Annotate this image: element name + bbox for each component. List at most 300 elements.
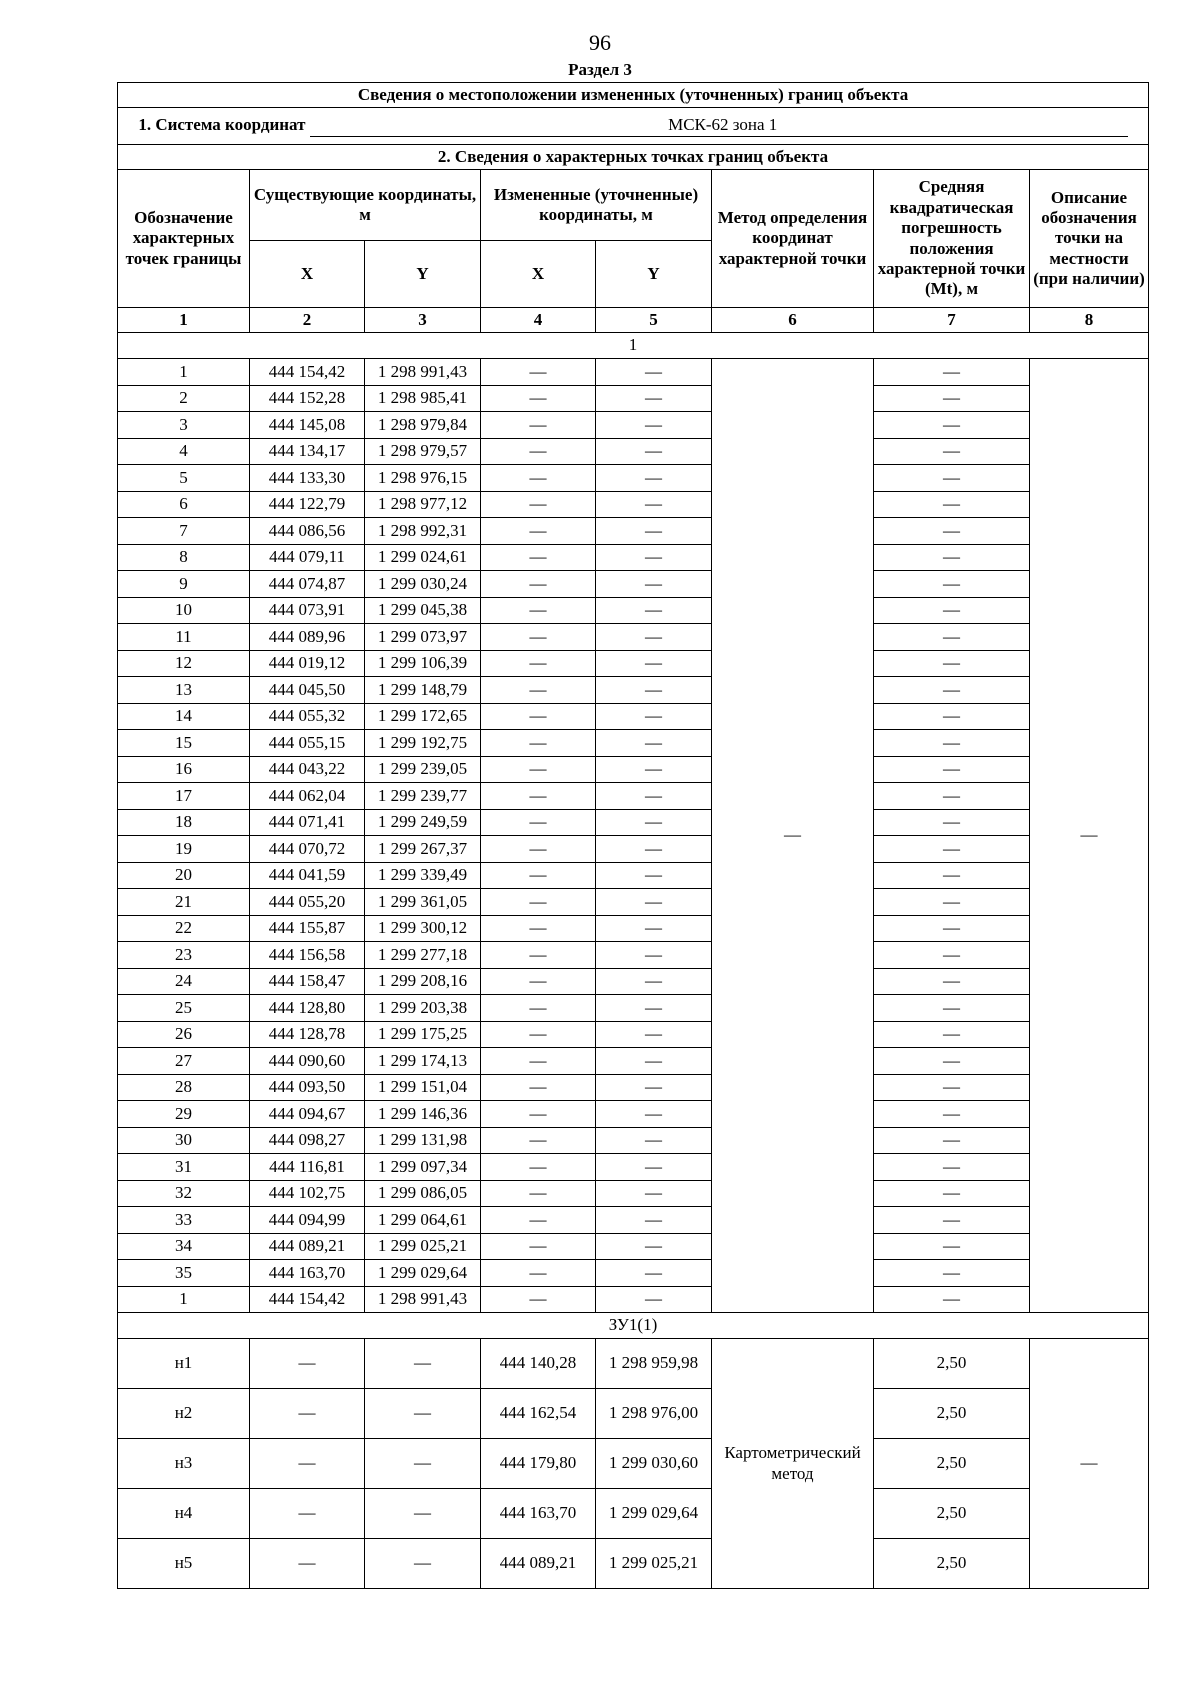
group-label: 1 (118, 333, 1149, 359)
mt-value: 2,50 (874, 1439, 1030, 1489)
table-row (118, 862, 1149, 889)
table-row (118, 385, 1149, 412)
mt-value: — (874, 438, 1030, 465)
changed-y: — (596, 1260, 712, 1287)
existing-y: — (365, 1539, 481, 1589)
col-number: 8 (1030, 308, 1149, 333)
existing-x: 444 071,41 (250, 809, 365, 836)
table-row (118, 756, 1149, 783)
changed-x: 444 179,80 (481, 1439, 596, 1489)
existing-y: 1 299 175,25 (365, 1021, 481, 1048)
changed-y: — (596, 1048, 712, 1075)
existing-y: 1 299 146,36 (365, 1101, 481, 1128)
table-row (118, 703, 1149, 730)
mt-value: — (874, 359, 1030, 386)
changed-y: — (596, 438, 712, 465)
existing-y: 1 299 086,05 (365, 1180, 481, 1207)
mt-value: — (874, 995, 1030, 1022)
point-number: 25 (118, 995, 250, 1022)
mt-value: — (874, 756, 1030, 783)
changed-y: — (596, 1127, 712, 1154)
changed-y: — (596, 677, 712, 704)
mt-value: — (874, 889, 1030, 916)
mt-value: — (874, 571, 1030, 598)
method-cell: — (712, 359, 874, 1313)
table-row (118, 1439, 1149, 1489)
mt-value: — (874, 1180, 1030, 1207)
changed-y: — (596, 1101, 712, 1128)
point-number: 35 (118, 1260, 250, 1287)
changed-x: — (481, 703, 596, 730)
existing-x: 444 128,80 (250, 995, 365, 1022)
table-row (118, 544, 1149, 571)
existing-x: 444 074,87 (250, 571, 365, 598)
existing-x: 444 055,20 (250, 889, 365, 916)
existing-x: 444 055,15 (250, 730, 365, 757)
existing-x: 444 019,12 (250, 650, 365, 677)
existing-y: 1 299 239,05 (365, 756, 481, 783)
changed-x: — (481, 624, 596, 651)
existing-x: — (250, 1539, 365, 1589)
point-number: 5 (118, 465, 250, 492)
table-row (118, 942, 1149, 969)
point-number: 31 (118, 1154, 250, 1181)
changed-x: — (481, 783, 596, 810)
mt-value: — (874, 1154, 1030, 1181)
existing-y: — (365, 1389, 481, 1439)
mt-value: — (874, 677, 1030, 704)
point-number: 23 (118, 942, 250, 969)
changed-y: — (596, 836, 712, 863)
header-description: Описание обозначения точки на местности (при наличии) (1030, 170, 1149, 308)
changed-x: 444 140,28 (481, 1339, 596, 1389)
existing-y: 1 299 239,77 (365, 783, 481, 810)
mt-value: — (874, 942, 1030, 969)
table-row (118, 359, 1149, 386)
point-number: 4 (118, 438, 250, 465)
changed-x: — (481, 465, 596, 492)
existing-y: 1 299 064,61 (365, 1207, 481, 1234)
changed-x: — (481, 650, 596, 677)
description-cell: — (1030, 359, 1149, 1313)
existing-y: 1 299 029,64 (365, 1260, 481, 1287)
existing-x: 444 102,75 (250, 1180, 365, 1207)
changed-y: — (596, 624, 712, 651)
header-existing-y: Y (365, 241, 481, 308)
table-row (118, 1021, 1149, 1048)
existing-x: 444 090,60 (250, 1048, 365, 1075)
changed-y: — (596, 518, 712, 545)
header-designation: Обозначение характерных точек границы (118, 170, 250, 308)
point-number: 26 (118, 1021, 250, 1048)
changed-y: — (596, 1180, 712, 1207)
existing-y: 1 298 976,15 (365, 465, 481, 492)
mt-value: — (874, 518, 1030, 545)
mt-value: 2,50 (874, 1339, 1030, 1389)
existing-y: 1 299 024,61 (365, 544, 481, 571)
existing-y: 1 299 073,97 (365, 624, 481, 651)
changed-x: — (481, 597, 596, 624)
point-number: 22 (118, 915, 250, 942)
changed-x: — (481, 1021, 596, 1048)
table-row (118, 809, 1149, 836)
existing-y: 1 299 208,16 (365, 968, 481, 995)
table-row (118, 1489, 1149, 1539)
mt-value: — (874, 1207, 1030, 1234)
point-number: 1 (118, 1286, 250, 1313)
table-row (118, 465, 1149, 492)
existing-y: 1 299 192,75 (365, 730, 481, 757)
existing-x: 444 094,67 (250, 1101, 365, 1128)
table-row (118, 1260, 1149, 1287)
existing-y: 1 298 991,43 (365, 359, 481, 386)
point-number: 15 (118, 730, 250, 757)
point-number: 10 (118, 597, 250, 624)
existing-x: 444 045,50 (250, 677, 365, 704)
changed-y: — (596, 783, 712, 810)
changed-x: — (481, 1074, 596, 1101)
existing-x: — (250, 1339, 365, 1389)
header-existing-coords: Существующие координаты, м (250, 170, 481, 241)
point-number: 21 (118, 889, 250, 916)
changed-x: — (481, 1233, 596, 1260)
page-number: 96 (589, 30, 611, 55)
point-number: н1 (118, 1339, 250, 1389)
method-cell: Картометрический метод (712, 1339, 874, 1589)
existing-y: — (365, 1489, 481, 1539)
existing-x: 444 041,59 (250, 862, 365, 889)
changed-y: — (596, 995, 712, 1022)
existing-y: 1 299 025,21 (365, 1233, 481, 1260)
table-row (118, 677, 1149, 704)
existing-x: 444 043,22 (250, 756, 365, 783)
changed-y: — (596, 1207, 712, 1234)
table-row (118, 412, 1149, 439)
mt-value: — (874, 968, 1030, 995)
table-row (118, 995, 1149, 1022)
existing-y: — (365, 1339, 481, 1389)
changed-y: — (596, 889, 712, 916)
point-number: 18 (118, 809, 250, 836)
boundary-points-table (117, 82, 1149, 1589)
col-number: 2 (250, 308, 365, 333)
changed-x: — (481, 1127, 596, 1154)
changed-y: — (596, 1286, 712, 1313)
existing-x: 444 158,47 (250, 968, 365, 995)
mt-value: — (874, 412, 1030, 439)
mt-value: — (874, 624, 1030, 651)
table-title: Сведения о местоположении измененных (уточненных) границ объекта (118, 83, 1149, 108)
changed-x: — (481, 968, 596, 995)
existing-x: 444 152,28 (250, 385, 365, 412)
changed-x: — (481, 862, 596, 889)
coord-system-row (118, 108, 1149, 145)
changed-y: — (596, 491, 712, 518)
changed-y: — (596, 544, 712, 571)
existing-y: 1 299 249,59 (365, 809, 481, 836)
group-label: ЗУ1(1) (118, 1313, 1149, 1339)
point-number: 28 (118, 1074, 250, 1101)
mt-value: — (874, 491, 1030, 518)
point-number: 33 (118, 1207, 250, 1234)
mt-value: 2,50 (874, 1389, 1030, 1439)
existing-x: 444 145,08 (250, 412, 365, 439)
col-number: 4 (481, 308, 596, 333)
table-row (118, 518, 1149, 545)
point-number: 24 (118, 968, 250, 995)
changed-y: — (596, 650, 712, 677)
changed-x: — (481, 1207, 596, 1234)
point-number: 16 (118, 756, 250, 783)
changed-y: — (596, 1021, 712, 1048)
coord-system-value: МСК-62 зона 1 (310, 115, 1128, 136)
changed-x: — (481, 491, 596, 518)
changed-y: — (596, 412, 712, 439)
existing-x: 444 062,04 (250, 783, 365, 810)
point-number: 2 (118, 385, 250, 412)
existing-y: 1 299 131,98 (365, 1127, 481, 1154)
point-number: 6 (118, 491, 250, 518)
mt-value: — (874, 1101, 1030, 1128)
table-row (118, 1101, 1149, 1128)
point-number: 9 (118, 571, 250, 598)
mt-value: 2,50 (874, 1539, 1030, 1589)
existing-x: — (250, 1489, 365, 1539)
table-row (118, 650, 1149, 677)
col-number: 3 (365, 308, 481, 333)
existing-x: 444 093,50 (250, 1074, 365, 1101)
changed-x: — (481, 1101, 596, 1128)
table-row (118, 730, 1149, 757)
header-changed-y: Y (596, 241, 712, 308)
existing-x: 444 156,58 (250, 942, 365, 969)
changed-y: — (596, 942, 712, 969)
existing-y: 1 298 992,31 (365, 518, 481, 545)
table-row (118, 889, 1149, 916)
table-row (118, 1180, 1149, 1207)
mt-value: — (874, 783, 1030, 810)
existing-y: 1 298 979,84 (365, 412, 481, 439)
table-row (118, 571, 1149, 598)
table-row (118, 915, 1149, 942)
changed-y: 1 299 030,60 (596, 1439, 712, 1489)
existing-y: 1 299 361,05 (365, 889, 481, 916)
changed-y: — (596, 1233, 712, 1260)
changed-x: — (481, 1180, 596, 1207)
point-number: 30 (118, 1127, 250, 1154)
changed-x: — (481, 359, 596, 386)
mt-value: — (874, 862, 1030, 889)
changed-x: — (481, 942, 596, 969)
changed-y: — (596, 1074, 712, 1101)
point-number: 32 (118, 1180, 250, 1207)
changed-y: — (596, 915, 712, 942)
table-row (118, 1048, 1149, 1075)
section-title: Раздел 3 (568, 60, 632, 79)
point-number: н4 (118, 1489, 250, 1539)
existing-y: 1 299 106,39 (365, 650, 481, 677)
table-row (118, 968, 1149, 995)
existing-x: 444 154,42 (250, 1286, 365, 1313)
existing-x: — (250, 1389, 365, 1439)
col-number: 7 (874, 308, 1030, 333)
changed-y: — (596, 968, 712, 995)
existing-y: 1 299 151,04 (365, 1074, 481, 1101)
existing-x: 444 133,30 (250, 465, 365, 492)
existing-y: 1 299 172,65 (365, 703, 481, 730)
existing-y: 1 299 339,49 (365, 862, 481, 889)
table-row (118, 783, 1149, 810)
point-number: 29 (118, 1101, 250, 1128)
mt-value: — (874, 1286, 1030, 1313)
changed-y: — (596, 597, 712, 624)
header-method: Метод определения координат характерной точки (712, 170, 874, 308)
header-changed-coords: Измененные (уточненные) координаты, м (481, 170, 712, 241)
mt-value: — (874, 1021, 1030, 1048)
table-row (118, 1389, 1149, 1439)
mt-value: — (874, 650, 1030, 677)
changed-x: — (481, 995, 596, 1022)
existing-x: — (250, 1439, 365, 1489)
changed-y: 1 298 976,00 (596, 1389, 712, 1439)
point-number: 34 (118, 1233, 250, 1260)
existing-x: 444 094,99 (250, 1207, 365, 1234)
changed-y: — (596, 1154, 712, 1181)
mt-value: — (874, 809, 1030, 836)
changed-x: — (481, 412, 596, 439)
changed-y: — (596, 730, 712, 757)
existing-x: 444 122,79 (250, 491, 365, 518)
changed-y: 1 299 025,21 (596, 1539, 712, 1589)
changed-x: — (481, 544, 596, 571)
existing-y: 1 299 045,38 (365, 597, 481, 624)
changed-x: 444 089,21 (481, 1539, 596, 1589)
existing-x: 444 134,17 (250, 438, 365, 465)
existing-x: 444 089,21 (250, 1233, 365, 1260)
changed-y: 1 299 029,64 (596, 1489, 712, 1539)
changed-x: — (481, 730, 596, 757)
changed-x: 444 163,70 (481, 1489, 596, 1539)
group-label-row (118, 1313, 1149, 1339)
changed-x: — (481, 1048, 596, 1075)
table-row (118, 1339, 1149, 1389)
changed-y: — (596, 385, 712, 412)
changed-y: — (596, 571, 712, 598)
description-cell: — (1030, 1339, 1149, 1589)
changed-y: 1 298 959,98 (596, 1339, 712, 1389)
mt-value: — (874, 1233, 1030, 1260)
table-row (118, 1154, 1149, 1181)
col-number: 1 (118, 308, 250, 333)
existing-x: 444 154,42 (250, 359, 365, 386)
point-number: 8 (118, 544, 250, 571)
existing-y: 1 299 267,37 (365, 836, 481, 863)
existing-y: 1 298 977,12 (365, 491, 481, 518)
changed-y: — (596, 359, 712, 386)
point-number: н2 (118, 1389, 250, 1439)
changed-x: — (481, 518, 596, 545)
header-existing-x: X (250, 241, 365, 308)
table-row (118, 1127, 1149, 1154)
point-number: 12 (118, 650, 250, 677)
point-number: 7 (118, 518, 250, 545)
existing-x: 444 098,27 (250, 1127, 365, 1154)
col-number: 6 (712, 308, 874, 333)
changed-y: — (596, 809, 712, 836)
table-row (118, 1286, 1149, 1313)
point-number: 1 (118, 359, 250, 386)
points-section-title: 2. Сведения о характерных точках границ объекта (118, 145, 1149, 170)
table-row (118, 1207, 1149, 1234)
changed-x: — (481, 677, 596, 704)
table-row (118, 1233, 1149, 1260)
mt-value: — (874, 544, 1030, 571)
existing-y: 1 298 991,43 (365, 1286, 481, 1313)
existing-y: 1 298 979,57 (365, 438, 481, 465)
changed-x: 444 162,54 (481, 1389, 596, 1439)
existing-y: 1 299 030,24 (365, 571, 481, 598)
point-number: н5 (118, 1539, 250, 1589)
changed-y: — (596, 465, 712, 492)
existing-x: 444 089,96 (250, 624, 365, 651)
point-number: 27 (118, 1048, 250, 1075)
header-changed-x: X (481, 241, 596, 308)
point-number: н3 (118, 1439, 250, 1489)
changed-x: — (481, 1286, 596, 1313)
table-row (118, 597, 1149, 624)
existing-y: 1 299 203,38 (365, 995, 481, 1022)
existing-y: 1 299 148,79 (365, 677, 481, 704)
mt-value: — (874, 730, 1030, 757)
point-number: 3 (118, 412, 250, 439)
table-row (118, 836, 1149, 863)
changed-x: — (481, 889, 596, 916)
table-row (118, 624, 1149, 651)
existing-x: 444 155,87 (250, 915, 365, 942)
changed-x: — (481, 385, 596, 412)
existing-y: — (365, 1439, 481, 1489)
point-number: 13 (118, 677, 250, 704)
existing-y: 1 299 097,34 (365, 1154, 481, 1181)
point-number: 11 (118, 624, 250, 651)
point-number: 19 (118, 836, 250, 863)
changed-y: — (596, 862, 712, 889)
point-number: 14 (118, 703, 250, 730)
changed-x: — (481, 1260, 596, 1287)
table-row (118, 1539, 1149, 1589)
existing-y: 1 298 985,41 (365, 385, 481, 412)
group-label-row (118, 333, 1149, 359)
existing-x: 444 116,81 (250, 1154, 365, 1181)
mt-value: — (874, 385, 1030, 412)
changed-x: — (481, 915, 596, 942)
mt-value: — (874, 1074, 1030, 1101)
mt-value: — (874, 703, 1030, 730)
existing-x: 444 079,11 (250, 544, 365, 571)
header-mt: Средняя квадратическая погрешность положения характерной точки (Mt), м (874, 170, 1030, 308)
col-number: 5 (596, 308, 712, 333)
table-row (118, 491, 1149, 518)
table-row (118, 438, 1149, 465)
mt-value: — (874, 1127, 1030, 1154)
mt-value: — (874, 1048, 1030, 1075)
existing-x: 444 055,32 (250, 703, 365, 730)
existing-x: 444 128,78 (250, 1021, 365, 1048)
mt-value: — (874, 915, 1030, 942)
changed-x: — (481, 571, 596, 598)
mt-value: — (874, 836, 1030, 863)
existing-y: 1 299 277,18 (365, 942, 481, 969)
